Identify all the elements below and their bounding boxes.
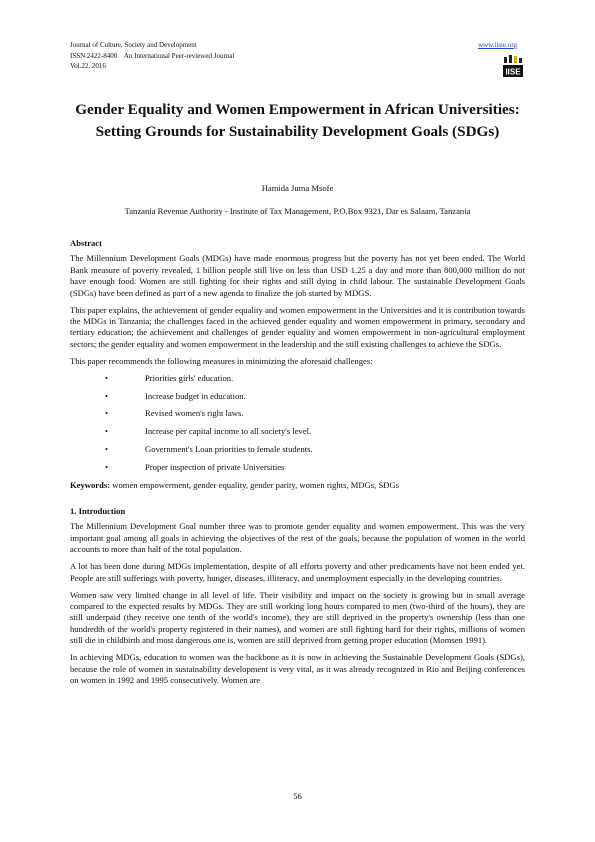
list-item: • Increase budget in education. (105, 390, 246, 401)
bullet-icon: • (105, 426, 109, 437)
list-item: • Priorities girls' education. (105, 372, 234, 383)
journal-header (70, 40, 234, 72)
introduction-paragraph-3: Women saw very limited change in all level of life. Their visibility and impact on the society is growing but in small average compared to the expected results by MDGs. They are still working long hours compared to men (two-third of the hours), they are still underpaid (they receive one tenth of the world's income), they are still deprived in the property's ownership (less than one hundredth of the world's property registered in their names), and women are still fighting hard for their rights, millions of women still die in childbirth and most dangerous one is, women are still deprived from getting proper education (Momsen 1991). (70, 589, 525, 646)
introduction-heading: 1. Introduction (70, 506, 126, 517)
introduction-paragraph-2: A lot has been done during MDGs implementation, despite of all efforts poverty and other predicaments have not been ended yet. People are still sufferings with poverty, hunger, diseases, illiteracy, and unemployment especially in the developing countries. (70, 561, 525, 583)
bullet-icon: • (105, 461, 109, 472)
introduction-paragraph-1: The Millennium Development Goal number three was to promote gender equality and women empowerment. This was the very important goal among all goals in achieving the objectives of the rest of the goals, because the population of women in the world accounts to more than half of the total population. (70, 521, 525, 555)
author-affiliation: Tanzania Revenue Authority - Institute of Tax Management, P.O.Box 9321, Dar es Salaam, Tanzania (124, 206, 471, 216)
abstract-heading: Abstract (70, 238, 102, 248)
recommendation-list (70, 373, 525, 473)
logo-text: IISE (505, 67, 521, 77)
journal-issn: ISSN 2422-8400 An International Peer-reviewed Journal (70, 51, 235, 60)
paper-title: Gender Equality and Women Empowerment in African Universities: Setting Grounds for Sustainability Development Goals (SDGs) (75, 101, 520, 140)
journal-website-link[interactable]: www.iiste.org (478, 41, 518, 49)
bullet-icon: • (105, 372, 109, 383)
list-item: • Government's Loan priorities to female students. (105, 444, 313, 455)
abstract-paragraph-2: This paper explains, the achievement of gender equality and women empowerment in the Universities and it is contribution towards the MDGs in Tanzania; the challenges faced in the achieved gender equality and women empowerment in primary, secondary and tertiary education; the achievement and challenges of gender equality and women empowerment in non-agricultural employment sectors; the gender equality and women empowerment in the leadership and the still existing challenges to achieve the SDGs. (70, 304, 525, 349)
iiste-logo-icon (503, 55, 523, 78)
abstract-paragraph-1: The Millennium Development Goals (MDGs) have made enormous progress but the poverty has not yet been ended. The World Bank measure of poverty revealed, 1 billion people still live on less than USD 1.25 a day and more than 800,000 million do not have enough food. Women are still fighting for their rights and still dying in child labour. The sustainable Development Goals (SDGs) have been defined as part of a new agenda to finalize the job started by MDGS. (70, 253, 525, 298)
list-item: • Proper inspection of private Universities (105, 461, 285, 472)
author-name: Hamida Juma Msofe (261, 183, 334, 193)
list-item: • Increase per capital income to all society's level. (105, 426, 312, 437)
page-number: 56 (293, 791, 302, 801)
keywords-text: women empowerment, gender equality, gender parity, women rights, MDGs, SDGs (112, 479, 399, 490)
list-item: • Revised women's right laws. (105, 408, 244, 419)
bullet-icon: • (105, 444, 109, 455)
bullet-icon: • (105, 408, 109, 419)
paper-body (70, 238, 525, 692)
abstract-paragraph-3: This paper recommends the following measures in minimizing the aforesaid challenges: (70, 355, 373, 366)
journal-name: Journal of Culture, Society and Development (70, 41, 197, 49)
introduction-paragraph-4: In achieving MDGs, education to women was the backbone as it is now in achieving the Sustainable Development Goals (SDGs), because the role of women in sustainability development is very vital, as it was already recognized in Rio and Beijing conferences on women in 1992 and 1995 consecutively. Women are (70, 652, 525, 686)
keywords-line (70, 480, 525, 491)
journal-volume: Vol.22, 2016 (70, 62, 106, 70)
bullet-icon: • (105, 390, 109, 401)
keywords-label: Keywords: (70, 479, 111, 490)
